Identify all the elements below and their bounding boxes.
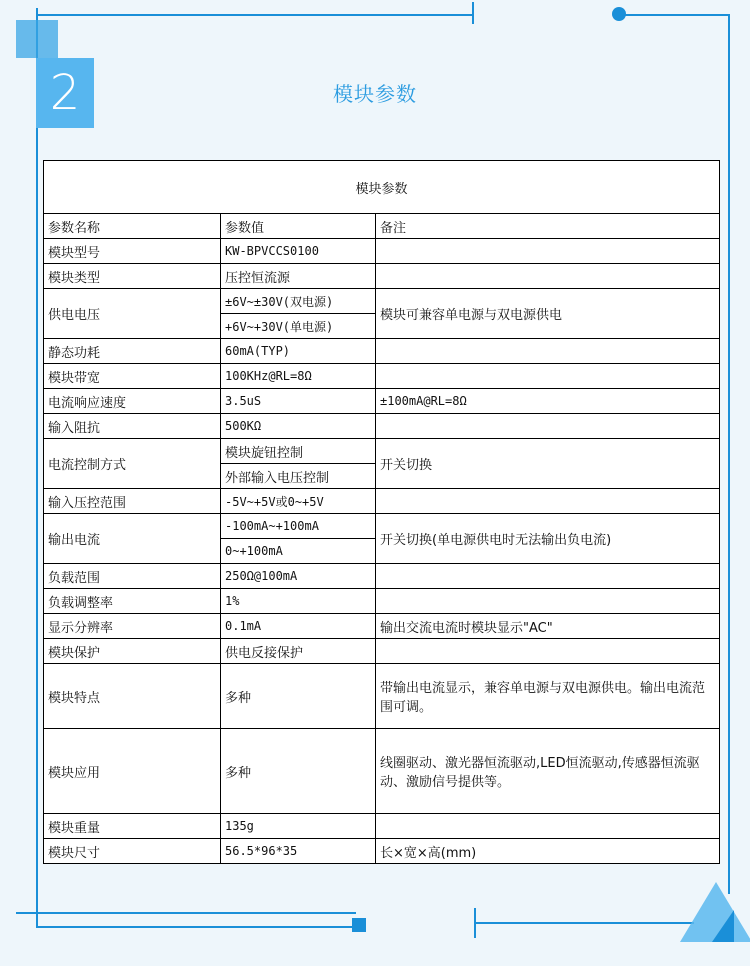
param-value: 60mA(TYP) xyxy=(221,339,376,364)
frame-top-dot-icon xyxy=(612,7,626,21)
table-row xyxy=(44,339,720,364)
table-row xyxy=(44,729,720,814)
frame-top-tick xyxy=(472,2,474,24)
table-title-row xyxy=(44,161,720,214)
param-note: 带输出电流显示，兼容单电源与双电源供电。输出电流范围可调。 xyxy=(376,664,720,729)
frame-left-line xyxy=(36,8,38,928)
frame-right-line xyxy=(728,14,730,894)
param-name: 输入阻抗 xyxy=(44,414,221,439)
param-name: 模块特点 xyxy=(44,664,221,729)
param-note: ±100mA@RL=8Ω xyxy=(376,389,720,414)
param-value: 压控恒流源 xyxy=(221,264,376,289)
param-name: 模块应用 xyxy=(44,729,221,814)
table-row xyxy=(44,364,720,389)
param-name: 负载调整率 xyxy=(44,589,221,614)
table-row xyxy=(44,814,720,839)
param-name: 静态功耗 xyxy=(44,339,221,364)
param-value: 500KΩ xyxy=(221,414,376,439)
param-name: 输出电流 xyxy=(44,514,221,564)
param-note: 长×宽×高(mm) xyxy=(376,839,720,864)
param-name: 输入压控范围 xyxy=(44,489,221,514)
param-value: 250Ω@100mA xyxy=(221,564,376,589)
param-name: 电流响应速度 xyxy=(44,389,221,414)
table-row xyxy=(44,414,720,439)
param-name: 模块尺寸 xyxy=(44,839,221,864)
frame-bottom-line-outer xyxy=(16,912,356,914)
param-value: 3.5uS xyxy=(221,389,376,414)
table-header-row xyxy=(44,214,720,239)
frame-top-right-line xyxy=(622,14,730,16)
table-row xyxy=(44,664,720,729)
param-value: -5V~+5V或0~+5V xyxy=(221,489,376,514)
param-note: 开关切换 xyxy=(376,439,720,489)
param-note xyxy=(376,814,720,839)
frame-bottom-right-line xyxy=(474,922,694,924)
table-row xyxy=(44,514,720,539)
param-note xyxy=(376,414,720,439)
param-value: KW-BPVCCS0100 xyxy=(221,239,376,264)
frame-bottom-square-icon xyxy=(352,918,366,932)
table-row xyxy=(44,389,720,414)
param-value: 供电反接保护 xyxy=(221,639,376,664)
table-row xyxy=(44,839,720,864)
table-row xyxy=(44,289,720,314)
param-note xyxy=(376,589,720,614)
header-note: 备注 xyxy=(376,214,720,239)
param-name: 电流控制方式 xyxy=(44,439,221,489)
param-note: 模块可兼容单电源与双电源供电 xyxy=(376,289,720,339)
table-row xyxy=(44,264,720,289)
table-row xyxy=(44,589,720,614)
table-row xyxy=(44,564,720,589)
param-note: 开关切换(单电源供电时无法输出负电流) xyxy=(376,514,720,564)
table-row xyxy=(44,439,720,464)
param-note xyxy=(376,239,720,264)
badge-shadow xyxy=(16,20,58,58)
param-name: 模块重量 xyxy=(44,814,221,839)
param-name: 模块类型 xyxy=(44,264,221,289)
param-value: 模块旋钮控制 xyxy=(221,439,376,464)
param-name: 负载范围 xyxy=(44,564,221,589)
param-value: ±6V~±30V(双电源) xyxy=(221,289,376,314)
param-value: 多种 xyxy=(221,664,376,729)
param-note xyxy=(376,264,720,289)
param-value: 多种 xyxy=(221,729,376,814)
param-note xyxy=(376,489,720,514)
frame-bottom-line xyxy=(36,926,366,928)
header-param-name: 参数名称 xyxy=(44,214,221,239)
section-number-badge: 2 xyxy=(36,58,94,128)
param-value: 1% xyxy=(221,589,376,614)
param-value: -100mA~+100mA xyxy=(221,514,376,539)
param-note xyxy=(376,339,720,364)
param-note xyxy=(376,364,720,389)
param-value: 0.1mA xyxy=(221,614,376,639)
param-note: 线圈驱动、激光器恒流驱动,LED恒流驱动,传感器恒流驱动、激励信号提供等。 xyxy=(376,729,720,814)
param-value: 0~+100mA xyxy=(221,539,376,564)
spec-table xyxy=(43,160,720,864)
param-name: 供电电压 xyxy=(44,289,221,339)
param-value: 100KHz@RL=8Ω xyxy=(221,364,376,389)
header-param-value: 参数值 xyxy=(221,214,376,239)
param-name: 模块带宽 xyxy=(44,364,221,389)
param-name: 显示分辨率 xyxy=(44,614,221,639)
table-row xyxy=(44,239,720,264)
page-title: 模块参数 xyxy=(333,82,417,106)
param-value: 外部输入电压控制 xyxy=(221,464,376,489)
table-title: 模块参数 xyxy=(44,161,720,214)
frame-top-line xyxy=(36,14,474,16)
param-value: +6V~+30V(单电源) xyxy=(221,314,376,339)
param-name: 模块型号 xyxy=(44,239,221,264)
table-row xyxy=(44,489,720,514)
param-note xyxy=(376,639,720,664)
param-value: 135g xyxy=(221,814,376,839)
table-row xyxy=(44,614,720,639)
param-note xyxy=(376,564,720,589)
param-name: 模块保护 xyxy=(44,639,221,664)
param-value: 56.5*96*35 xyxy=(221,839,376,864)
table-row xyxy=(44,639,720,664)
corner-triangle-small-icon xyxy=(712,910,734,942)
param-note: 输出交流电流时模块显示"AC" xyxy=(376,614,720,639)
